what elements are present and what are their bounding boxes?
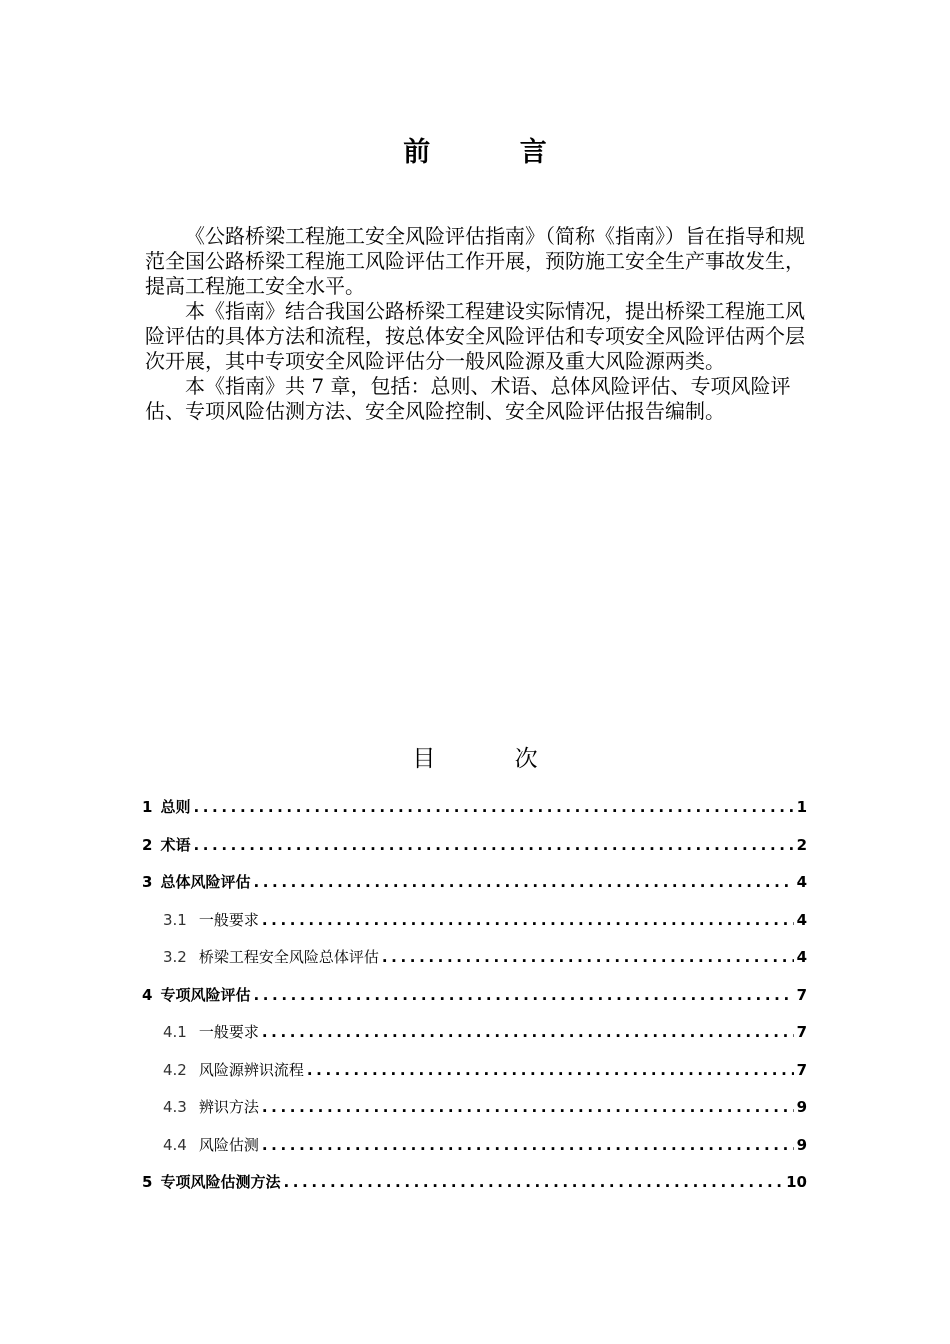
toc-entry[interactable]	[142, 1055, 807, 1093]
toc-dot-leader	[193, 792, 793, 822]
toc-entry[interactable]	[142, 867, 807, 905]
toc-entry-page: 9	[796, 1098, 807, 1116]
toc-entry-number: 4.2	[163, 1060, 187, 1079]
toc-entry[interactable]	[142, 942, 807, 980]
preface-paragraph: 《公路桥梁工程施工安全风险评估指南》（简称《指南》）旨在指导和规范全国公路桥梁工程施工风险评估工作开展，预防施工安全生产事故发生，提高工程施工安全水平。	[145, 224, 805, 298]
toc-entry-page: 4	[796, 873, 807, 891]
toc-entry-label: 总体风险评估	[160, 873, 251, 891]
toc-entry[interactable]	[142, 792, 807, 830]
toc-entry-number: 4	[142, 985, 153, 1004]
toc-dot-leader	[283, 1167, 783, 1197]
toc-entry[interactable]	[142, 1167, 807, 1205]
toc-entry-page: 10	[786, 1173, 807, 1191]
toc-dot-leader	[307, 1055, 794, 1085]
toc-entry-label: 风险估测	[198, 1135, 259, 1154]
toc-entry-number: 1	[142, 798, 153, 816]
preface-paragraph: 本《指南》结合我国公路桥梁工程建设实际情况，提出桥梁工程施工风险评估的具体方法和流程，按总体安全风险评估和专项安全风险评估两个层次开展，其中专项安全风险评估分一般风险源及重大风险源两类。	[145, 299, 805, 373]
toc-entry[interactable]	[142, 905, 807, 943]
toc-entry[interactable]	[142, 830, 807, 868]
toc-entry-label: 术语	[160, 835, 191, 854]
toc-entry-number: 3	[142, 873, 153, 891]
toc-entry-label: 专项风险估测方法	[160, 1173, 281, 1191]
toc-entry-number: 4.1	[163, 1023, 187, 1041]
toc-dot-leader	[262, 1130, 794, 1160]
toc-dot-leader	[253, 867, 793, 897]
toc-entry-number: 3.2	[163, 948, 187, 966]
toc-entry-number: 2	[142, 835, 153, 854]
toc-entry-number: 5	[142, 1173, 153, 1191]
preface-body	[145, 224, 815, 424]
toc-dot-leader	[253, 980, 793, 1010]
toc-entry-label: 风险源辨识流程	[198, 1060, 304, 1079]
toc-entry-number: 4.4	[163, 1135, 187, 1154]
toc-entry-label: 专项风险评估	[160, 985, 251, 1004]
preface-title: 前 言	[403, 137, 587, 168]
toc-entry-page: 2	[796, 835, 807, 854]
toc-entry-page: 7	[796, 1060, 807, 1079]
toc-entry-label: 一般要求	[198, 1023, 259, 1041]
toc-dot-leader	[262, 1017, 794, 1047]
toc-entry[interactable]	[142, 980, 807, 1018]
toc-entry-label: 一般要求	[198, 910, 259, 929]
toc-entry[interactable]	[142, 1017, 807, 1055]
preface-paragraph: 本《指南》共 7 章，包括：总则、术语、总体风险评估、专项风险评估、专项风险估测方法、安全风险控制、安全风险评估报告编制。	[145, 374, 791, 423]
toc-entry-number: 3.1	[163, 910, 187, 929]
toc-entry-label: 总则	[160, 798, 191, 816]
table-of-contents	[142, 792, 807, 1205]
toc-entry-page: 7	[796, 985, 807, 1004]
toc-dot-leader	[193, 830, 793, 860]
toc-entry-page: 9	[796, 1135, 807, 1154]
toc-dot-leader	[262, 1092, 794, 1122]
toc-entry-page: 4	[796, 948, 807, 966]
toc-entry-number: 4.3	[163, 1098, 187, 1116]
toc-entry[interactable]	[142, 1092, 807, 1130]
toc-entry-page: 1	[796, 798, 807, 816]
toc-title: 目 次	[412, 746, 574, 772]
toc-dot-leader	[382, 942, 794, 972]
toc-entry-label: 辨识方法	[198, 1098, 259, 1116]
toc-entry-label: 桥梁工程安全风险总体评估	[198, 948, 379, 966]
toc-entry-page: 4	[796, 910, 807, 929]
toc-dot-leader	[262, 905, 794, 935]
toc-entry[interactable]	[142, 1130, 807, 1168]
toc-entry-page: 7	[796, 1023, 807, 1041]
